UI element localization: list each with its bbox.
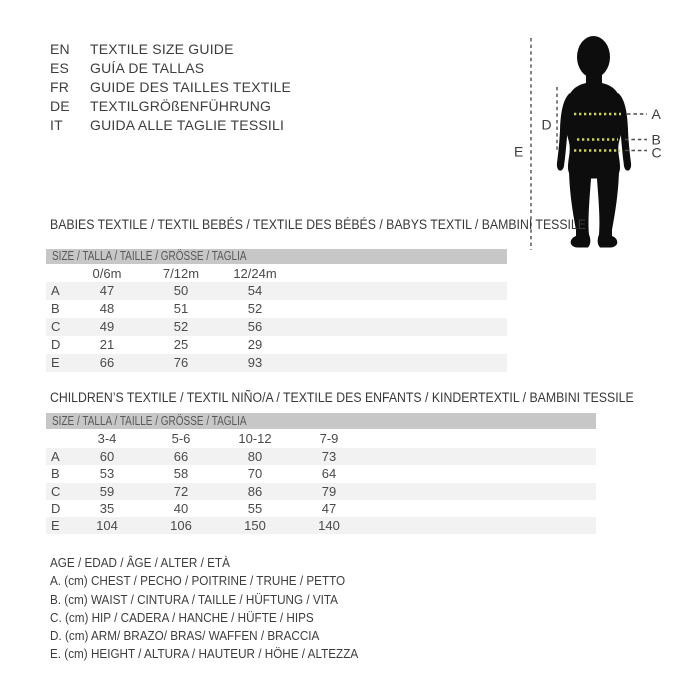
language-row-it [50,116,291,135]
hip-label: C [651,144,662,161]
cell: 60 [99,449,115,464]
column-header: 7-9 [319,431,339,446]
cell: 59 [99,483,115,499]
cell: 49 [99,319,115,334]
table-row [46,318,507,336]
cell: 53 [99,466,115,482]
table-row [46,483,596,500]
legend-height-line: E. (cm) HEIGHT / ALTURA / HAUTEUR / HÖHE / ALTEZZA [50,646,359,662]
row-label: C [51,319,61,334]
column-header: 0/6m [92,266,122,281]
row-label: E [51,355,60,370]
left-leg-shape [569,161,591,248]
cell: 47 [99,283,115,298]
cell: 106 [170,518,192,534]
cell: 21 [99,337,115,352]
cell: 72 [173,483,189,499]
table-row [46,336,507,354]
babies-table [46,265,507,372]
row-label: D [51,337,61,352]
column-header: 12/24m [233,266,277,281]
babies-table-title: BABIES TEXTILE / TEXTIL BEBÉS / TEXTILE DES BÉBÉS / BABYS TEXTIL / BAMBINI TESSILE [50,217,586,232]
legend-age-line: AGE / EDAD / ÂGE / ALTER / ETÀ [50,555,230,570]
language-code: EN [50,41,70,57]
language-title-list [50,40,291,135]
row-label: C [51,483,61,499]
corner-cell [46,265,70,282]
table-row [46,500,596,517]
row-label: B [51,466,60,482]
cell: 79 [321,483,337,499]
babies-size-header: SIZE / TALLA / TAILLE / GRÖSSE / TAGLIA [46,249,507,264]
legend-waist-line: B. (cm) WAIST / CINTURA / TAILLE / HÜFTUNG / VITA [50,591,338,607]
language-row-de [50,97,291,116]
cell: 50 [173,283,189,298]
cell: 52 [247,301,263,316]
cell: 66 [173,449,189,464]
language-title: GUIDE DES TAILLES TEXTILE [90,79,292,95]
language-code: FR [50,79,70,95]
cell: 25 [173,337,189,352]
children-table [46,430,596,534]
table-row [46,300,507,318]
cell: 76 [173,355,189,370]
legend-arm-line: D. (cm) ARM/ BRAZO/ BRAS/ WAFFEN / BRACCIA [50,628,320,644]
legend-hip-line: C. (cm) HIP / CADERA / HANCHE / HÜFTE / HIPS [50,609,314,625]
table-row [46,517,596,534]
cell: 104 [96,518,118,534]
language-title: TEXTILE SIZE GUIDE [90,41,234,57]
corner-cell [46,430,70,448]
cell: 58 [173,466,189,482]
cell: 70 [247,466,263,482]
table-row [46,354,507,372]
column-header: 3-4 [97,431,117,446]
babies-column-header-row [46,265,507,282]
language-title: TEXTILGRÖßENFÜHRUNG [90,98,272,114]
table-row [46,448,596,465]
row-label: D [51,500,61,516]
cell: 73 [321,449,337,464]
table-row [46,282,507,300]
cell: 86 [247,483,263,499]
chest-label: A [651,106,661,122]
row-label: B [51,301,60,316]
children-column-header-row [46,430,596,448]
cell: 66 [99,355,115,370]
column-header: 5-6 [171,431,191,446]
cell: 35 [99,500,115,516]
language-row-fr [50,78,291,97]
row-label: E [51,518,60,534]
language-row-en [50,40,291,59]
children-table-title: CHILDREN’S TEXTILE / TEXTIL NIÑO/A / TEXTILE DES ENFANTS / KINDERTEXTIL / BAMBINI TESSILE [50,390,634,405]
measurement-legend [50,554,392,664]
cell: 55 [247,500,263,516]
cell: 93 [247,355,263,370]
legend-chest-line: A. (cm) CHEST / PECHO / POITRINE / TRUHE / PETTO [50,573,346,589]
cell: 64 [321,466,337,482]
arm-label: D [541,116,552,133]
language-title: GUIDA ALLE TAGLIE TESSILI [90,117,285,133]
cell: 150 [244,518,266,534]
cell: 54 [247,283,263,298]
row-label: A [51,283,60,298]
language-row-es [50,59,291,78]
children-size-header: SIZE / TALLA / TAILLE / GRÖSSE / TAGLIA [46,413,596,429]
cell: 80 [247,449,263,464]
column-header: 7/12m [162,266,200,281]
cell: 51 [173,301,189,316]
cell: 29 [247,337,263,352]
cell: 56 [247,319,263,334]
language-code: ES [50,60,70,76]
column-header: 10-12 [238,431,272,446]
cell: 140 [318,518,340,534]
language-code: IT [50,117,63,133]
language-code: DE [50,98,70,114]
language-title: GUÍA DE TALLAS [90,60,205,76]
height-label: E [514,143,524,160]
cell: 47 [321,500,337,516]
child-silhouette [557,36,631,248]
waist-label: B [651,131,661,148]
right-leg-shape [597,161,619,248]
table-row [46,465,596,482]
cell: 52 [173,319,189,334]
row-label: A [51,449,60,464]
cell: 48 [99,301,115,316]
cell: 40 [173,500,189,516]
